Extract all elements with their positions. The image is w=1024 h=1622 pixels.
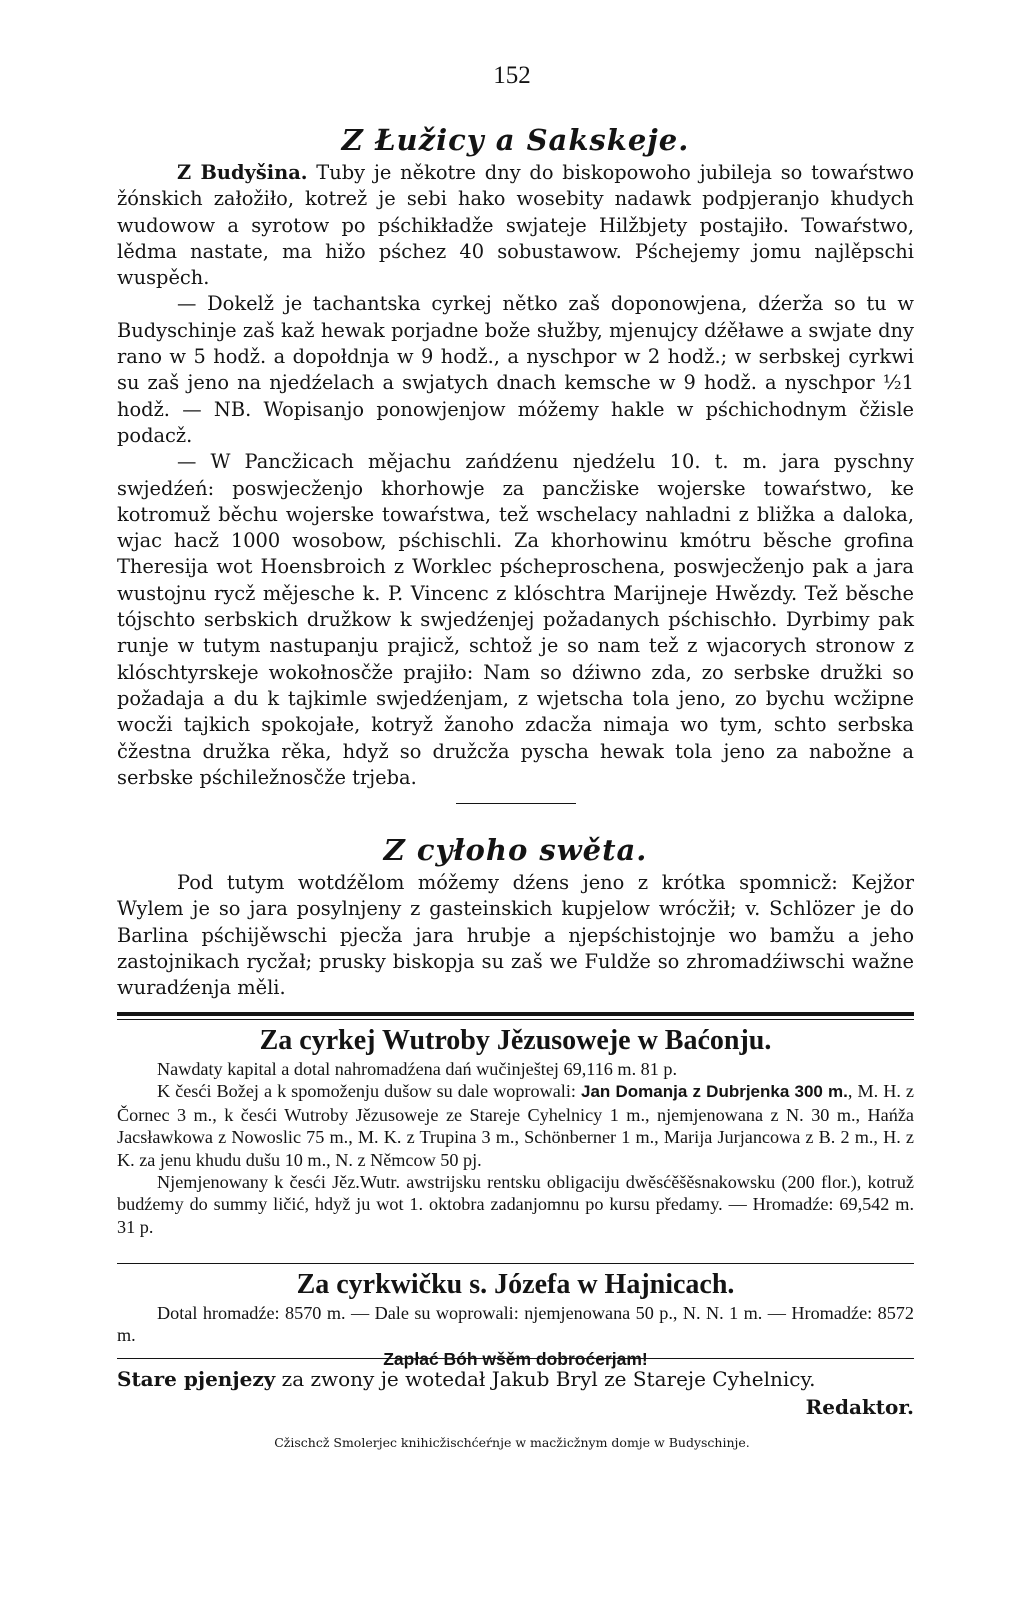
thick-rule [117,1012,914,1016]
notice-title: Za cyrkwičku s. Józefa w Hajnicach. [296,1269,735,1300]
thin-rule [117,1019,914,1020]
short-divider [456,803,576,804]
closing-rule-block [117,1358,914,1359]
printer-imprint: Cžischcž Smolerjec knihicžischćeŕnje w macžicžnym domje w Budyschinje. [274,1435,750,1450]
closing-paragraph [117,1365,914,1419]
thanks-line: Zapłać Bóh wšěm dobroćerjam! [383,1348,648,1369]
closing-rest: za zwony je wotedał Jakub Bryl ze Stareje Cyhelnicy. [275,1367,816,1391]
section-body [117,870,914,1001]
notice-line [117,1080,914,1171]
place-lead: Z Budyšina. [177,161,308,184]
section-title: Z cyłoho swěta. [383,833,648,867]
page-number: 152 [493,62,531,89]
paragraph-text: Tuby je někotre dny do biskopowoho jubileja so towaŕstwo žónskich załožiło, kotrež je sebi hako wosebity nadawk podpjeranjo khudych wudowow a syrotow po pśchikładže swjateje Hilžbjety postajiło. Towaŕstwo, lědma nastate, ma hižo pśchez 40 sobustawow. Pśchejemy jomu najlěpschi wuspěch. [117,161,914,290]
notice-divider [117,1263,914,1264]
divider-block [117,803,914,804]
signature: Redaktor. [805,1395,914,1419]
notice-body [117,1058,914,1238]
section-body [117,160,914,791]
section-luzica [117,122,914,791]
notice-text: K česći Božej a k spomoženju dušow su dale woprowali: [157,1081,581,1102]
notice-rules [117,1012,914,1020]
closing-bold: Stare pjenjezy [117,1367,276,1391]
thin-rule [117,1358,914,1359]
paragraph: Pod tutym wotdźělom móžemy dźens jeno z krótka spomnicž: Kejžor Wylem je so jara posylnjeny z gasteinskich kupjelow wrócžił; v. Schlözer je do Barlina pśchijěwschi pjecža jara hrubje a njepśchistojnje wo bamžu a jeho zastojnikach rycžał; prusky biskopja su zaš we Fuldže so zhromadźiwschi wažne wuradźenja měli. [117,871,914,1000]
section-title: Z Łužicy a Sakskeje. [341,123,690,157]
closing [117,1365,914,1421]
notice-bacon [117,1024,914,1238]
thin-rule [117,1263,914,1264]
notice-text: , M. H. z Čornec 3 m., k česći Wutroby Jězusoweje ze Stareje Cyhelnicy 1 m., njemjenowana z N. 30 m., Hańža Jacsławkowa z Nowoslic 75 m., M. K. z Trupina 3 m., Schönberner 1 m., Marija Jurjancowa z B. 2 m., H. z K. za jenu khudu dušu 10 m., N. z Němcow 50 pj. [117,1081,914,1170]
section-world [117,832,914,1001]
closing-text [117,1365,914,1419]
notice-body [117,1302,914,1347]
paragraph [117,160,914,291]
notice-line: Njemjenowany k česći Jěz.Wutr. awstrijsku rentsku obligaciju dwěsćěšěsnakowsku (200 flor.), kotruž budźemy do summy ličić, hdyž ju wot 1. oktobra zadanjomnu po kursu předamy. — Hromadźe: 69,542 m. 31 p. [117,1172,914,1237]
notice-title: Za cyrkej Wutroby Jězusoweje w Baćonju. [259,1025,772,1056]
notice-line: Nawdaty kapital a dotal nahromadźena dań wučinještej 69,116 m. 81 p. [157,1059,678,1079]
notice-hajnicy [117,1268,914,1371]
notice-donor-bold: Jan Domanja z Dubrjenka 300 m. [580,1082,848,1102]
paragraph: — Dokelž je tachantska cyrkej nětko zaš doponowjena, dźerža so tu w Budyschinje zaš kaž hewak porjadne bože słužby, mjenujcy dźěławe a swjate dny rano w 5 hodž. a dopołdnja w 9 hodž., a nyschpor w 2 hodž.; w serbskej cyrkwi su zaš jeno na njedźelach a swjatych dnach kemsche w 9 hodž. a nyschpor ½1 hodž. — NB. Wopisanjo ponowjenjow móžemy hakle w pśchichodnym čžisle podacž. [117,292,914,447]
notice-line: Dotal hromadźe: 8570 m. — Dale su woprowali: njemjenowana 50 p., N. N. 1 m. — Hromadźe: 8572 m. [117,1303,914,1346]
paragraph: — W Pancžicach mějachu zańdźenu njedźelu 10. t. m. jara pyschny swjedźeń: poswjecženjo khorhowje za pancžiske wojerske towaŕstwo, ke kotromuž běchu wojerske towaŕstwa, tež wschelacy nahladni z bližka a daloka, wjac hacž 1000 wosobow, pśchischli. Za khorhowinu kmótru běsche grofina Theresija wot Hoensbroich z Worklec pścheproschena, poswjecženjo pak a jara wustojnu rycž mějesche k. P. Vincenc z klóschtra Marijneje Hwězdy. Tež běsche tójschto serbskich družkow k swjedźenjej požadanych pśchischło. Dyrbimy pak runje w tutym nastupanju prajicž, schtož je so nam tež z wjacorych stronow z klóschtyrskeje wokołnosčže prajiło: Nam so dźiwno zda, zo serbske družki so požadaja a du k tajkimle swjedźenjam, z wjetscha tola jeno, zo bychu wcžipne wocži tajkich spokojałe, kotryž žanoho zdacža nimaja wo tym, schto serbska čžestna družka rěka, hdyž so družcža pyscha hewak tola jeno za nabožne a serbske pśchiležnosčže trjeba. [117,450,914,789]
